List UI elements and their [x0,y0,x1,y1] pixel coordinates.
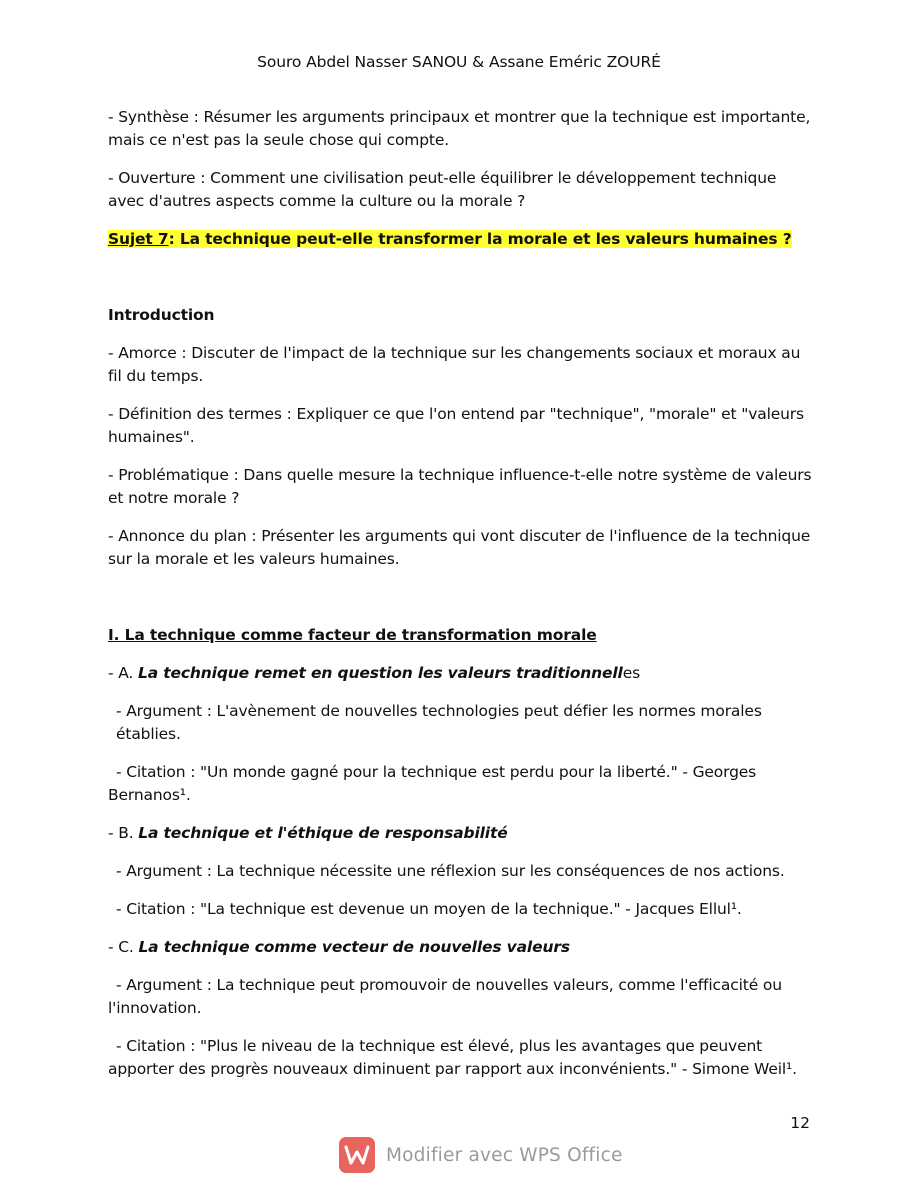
part1-c-citation [108,1035,814,1081]
page-content [108,106,814,1096]
part1-a-title-tail: es [622,664,641,682]
synthese-paragraph: - Synthèse : Résumer les arguments principaux et montrer que la technique est importante, mais ce n'est pas la seule chose qui compte. [108,108,811,149]
part1-a-argument: - Argument : L'avènement de nouvelles technologies peut défier les normes morales établies. [116,702,762,743]
part1-b-heading [108,822,814,845]
subject-title [108,228,814,251]
part1-a-prefix: - A. [108,664,138,682]
annonce-paragraph: - Annonce du plan : Présenter les arguments qui vont discuter de l'influence de la technique sur la morale et les valeurs humaines. [108,527,811,568]
subject-label: Sujet 7 [108,230,169,248]
introduction-heading: Introduction [108,306,215,324]
part1-b-title: La technique et l'éthique de responsabilité [138,824,508,842]
subject-highlight [108,230,792,248]
part1-c-argument [108,974,814,1020]
part1-c-heading [108,936,814,959]
part1-b-citation: - Citation : "La technique est devenue un moyen de la technique." - Jacques Ellul¹. [116,900,742,918]
part1-a-title: La technique remet en question les valeurs traditionnell [137,664,623,682]
definition-paragraph: - Définition des termes : Expliquer ce que l'on entend par "technique", "morale" et "valeurs humaines". [108,405,804,446]
part1-c-prefix: - C. [108,938,139,956]
part1-heading: I. La technique comme facteur de transformation morale [108,626,597,644]
amorce-paragraph: - Amorce : Discuter de l'impact de la technique sur les changements sociaux et moraux au fil du temps. [108,344,801,385]
part1-a-citation-text: - Citation : "Un monde gagné pour la technique est perdu pour la liberté." - Georges Bernanos¹. [108,763,757,804]
part1-c-title: La technique comme vecteur de nouvelles valeurs [138,938,570,956]
wps-edit-label[interactable]: Modifier avec WPS Office [386,1144,623,1166]
part1-a-citation [108,761,814,807]
part1-b-prefix: - B. [108,824,139,842]
part1-a-heading [108,662,814,685]
part1-b-argument: - Argument : La technique nécessite une réflexion sur les conséquences de nos actions. [116,862,785,880]
part1-c-citation-text: - Citation : "Plus le niveau de la technique est élevé, plus les avantages que peuvent apporter des progrès nouveaux diminuent par rapport aux inconvénients." - Simone Weil¹. [108,1037,797,1078]
wps-logo-icon [339,1137,375,1173]
subject-text: : La technique peut-elle transformer la morale et les valeurs humaines ? [168,230,792,248]
page-header: Souro Abdel Nasser SANOU & Assane Eméric ZOURÉ [257,53,661,71]
problematique-paragraph: - Problématique : Dans quelle mesure la technique influence-t-elle notre système de valeurs et notre morale ? [108,466,812,507]
ouverture-paragraph: - Ouverture : Comment une civilisation peut-elle équilibrer le développement technique avec d'autres aspects comme la culture ou la morale ? [108,169,777,210]
page-number: 12 [790,1114,810,1132]
part1-c-argument-text: - Argument : La technique peut promouvoir de nouvelles valeurs, comme l'efficacité ou l'innovation. [108,976,782,1017]
wps-edit-banner[interactable] [339,1136,623,1174]
